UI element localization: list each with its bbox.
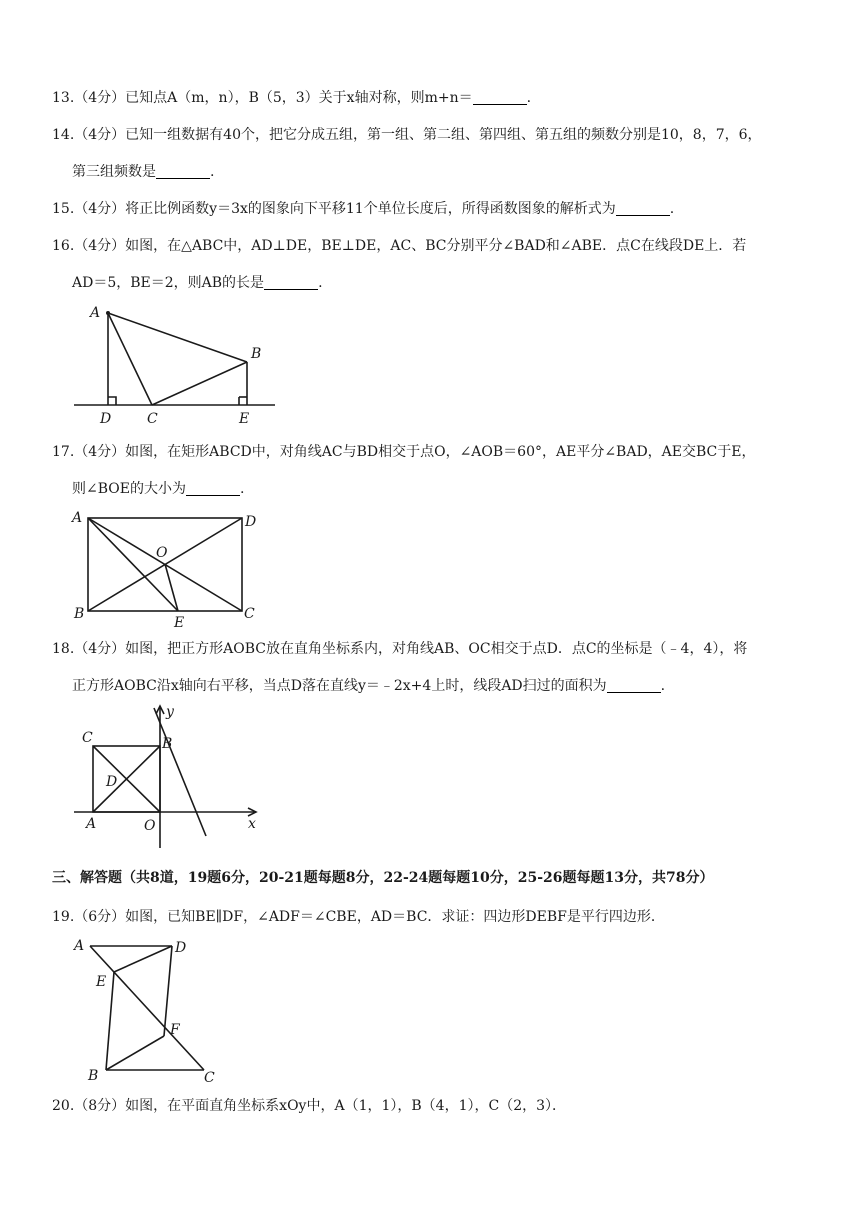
question-16-end: . — [318, 275, 323, 291]
question-13 — [52, 88, 531, 108]
label-a: A — [74, 938, 85, 954]
label-x: x — [248, 816, 256, 832]
label-d: D — [100, 411, 112, 427]
segment-de — [114, 946, 172, 972]
label-d: D — [106, 774, 118, 790]
label-a: A — [72, 510, 83, 526]
question-18-line-1: 18.（4分）如图，把正方形AOBC放在直角坐标系内，对角线AB、OC相交于点D．点C的坐标是（﹣4，4），将 — [52, 641, 748, 657]
label-y: y — [166, 704, 174, 720]
question-13-text: 13.（4分）已知点A（m，n），B（5，3）关于x轴对称，则m+n＝ — [52, 90, 473, 106]
line-y-minus-2x-plus-4 — [154, 708, 206, 836]
question-17-text: 则∠BOE的大小为 — [72, 481, 186, 497]
label-b: B — [251, 346, 262, 362]
figure-q16-triangle — [70, 300, 290, 430]
figure-q18-coordinate — [68, 702, 268, 852]
question-16-line-2 — [72, 273, 323, 293]
segment-bc — [152, 362, 247, 405]
question-19: 19.（6分）如图，已知BE∥DF，∠ADF＝∠CBE，AD＝BC．求证：四边形DEBF是平行四边形． — [52, 909, 665, 925]
label-e: E — [239, 411, 250, 427]
question-18-text: 正方形AOBC沿x轴向右平移，当点D落在直线y＝﹣2x+4上时，线段AD扫过的面积为 — [72, 678, 607, 694]
question-14-end: . — [210, 164, 215, 180]
question-15-text: 15.（4分）将正比例函数y＝3x的图象向下平移11个单位长度后，所得函数图象的解析式为 — [52, 201, 616, 217]
label-d: D — [245, 514, 257, 530]
answer-blank-17 — [186, 495, 240, 496]
figure-q17-rectangle — [70, 506, 270, 636]
segment-ab — [108, 313, 247, 362]
question-16-text: AD＝5，BE＝2，则AB的长是 — [72, 275, 265, 291]
answer-blank-13 — [473, 104, 527, 105]
label-a: A — [90, 305, 101, 321]
question-17-line-1: 17.（4分）如图，在矩形ABCD中，对角线AC与BD相交于点O，∠AOB＝60°，AE平分∠BAD，AE交BC于E， — [52, 444, 756, 460]
question-14-text: 第三组频数是 — [72, 164, 156, 180]
label-e: E — [174, 615, 185, 631]
label-e: E — [96, 974, 107, 990]
question-20: 20.（8分）如图，在平面直角坐标系xOy中，A（1，1），B（4，1），C（2，3）． — [52, 1098, 567, 1114]
answer-blank-16 — [264, 289, 318, 290]
label-f: F — [170, 1022, 180, 1038]
question-17-end: . — [239, 481, 245, 497]
question-17-line-2 — [72, 479, 244, 499]
answer-blank-15 — [616, 215, 670, 216]
segment-bf — [106, 1036, 164, 1070]
section-3-title: 三、解答题（共8道，19题6分，20-21题每题8分，22-24题每题10分，25-26题每题13分，共78分） — [52, 870, 714, 886]
question-15 — [52, 199, 674, 219]
question-16-line-1: 16.（4分）如图，在△ABC中，AD⊥DE，BE⊥DE，AC、BC分别平分∠BAD和∠ABE．点C在线段DE上．若 — [52, 238, 747, 254]
question-18-end: . — [660, 678, 666, 694]
label-o: O — [156, 545, 168, 561]
figure-q19-parallelogram — [70, 932, 240, 1082]
label-c: C — [204, 1070, 215, 1082]
label-b: B — [74, 606, 85, 622]
label-c: C — [147, 411, 158, 427]
question-14-line-2 — [72, 162, 214, 182]
question-15-end: . — [669, 201, 675, 217]
answer-blank-18 — [607, 692, 661, 693]
label-o: O — [144, 818, 156, 834]
label-a: A — [86, 816, 97, 832]
label-b: B — [88, 1068, 99, 1082]
right-angle-mark-d — [108, 397, 116, 405]
point-a — [106, 311, 110, 315]
label-b: B — [162, 736, 173, 752]
question-13-end: . — [526, 90, 532, 106]
label-c: C — [82, 730, 93, 746]
question-14-line-1: 14.（4分）已知一组数据有40个，把它分成五组，第一组、第二组、第四组、第五组的频数分别是10，8，7，6， — [52, 127, 762, 143]
question-18-line-2 — [72, 676, 665, 696]
label-d: D — [175, 940, 187, 956]
answer-blank-14 — [156, 178, 210, 179]
label-c: C — [244, 606, 255, 622]
segment-eb — [106, 972, 114, 1070]
